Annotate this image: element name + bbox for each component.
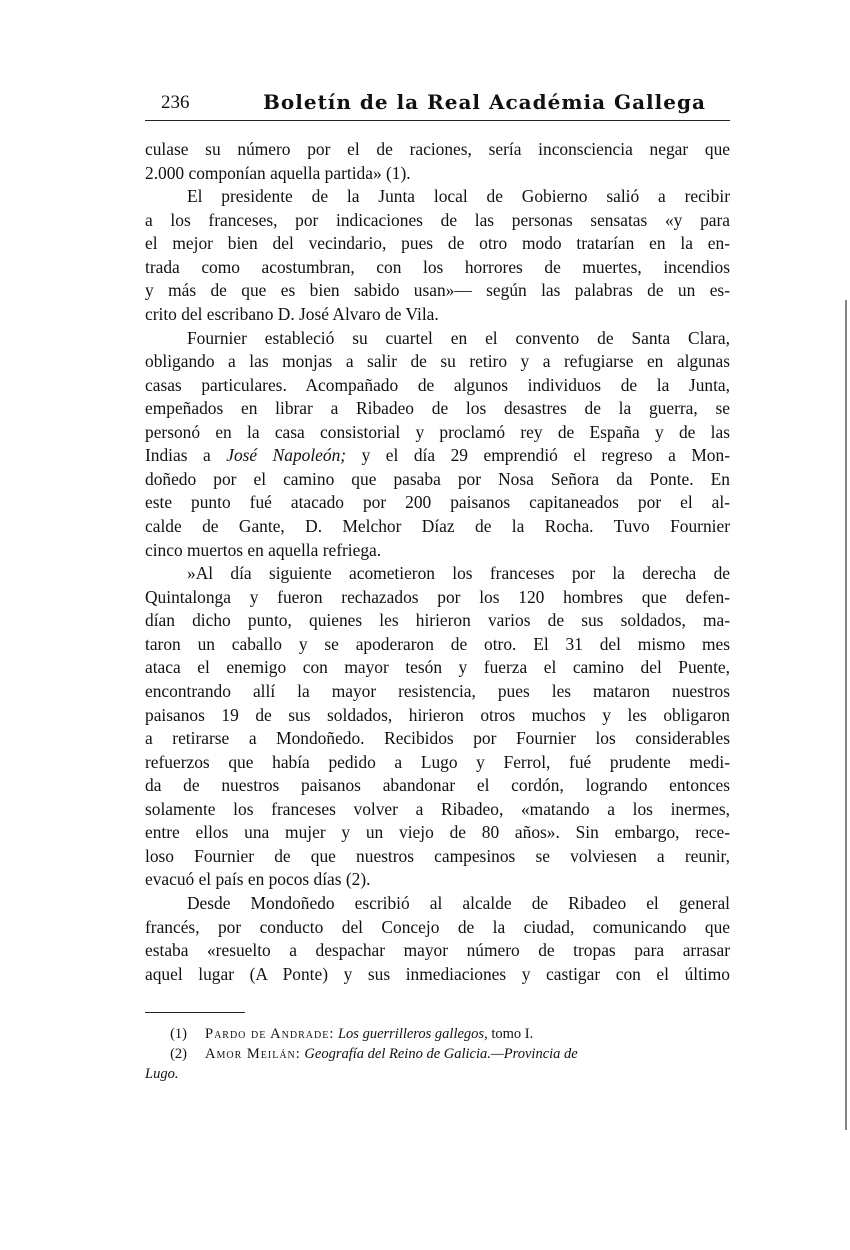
text-line: crito del escribano D. José Alvaro de Vila. [145,303,439,324]
text-line [145,444,730,468]
footnote-continuation: Lugo. [145,1066,179,1082]
paragraph [145,185,730,326]
text-line: taron un caballo y se apoderaron de otro. El 31 del mismo mes [145,633,730,654]
paragraph [145,892,730,986]
text-line: estaba «resuelto a despachar mayor número de tropas para arrasar [145,940,730,961]
footnotes [145,1024,730,1084]
journal-title: Boletín de la Real Académia Gallega [263,90,706,114]
text-line: doñedo por el camino que pasaba por Nosa Señora da Ponte. En [145,468,730,489]
text-line: empeñados en librar a Ribadeo de los desastres de la guerra, se [145,398,730,419]
text-line: francés, por conducto del Concejo de la ciudad, comunicando que [145,916,730,937]
paragraph [145,562,730,892]
text-line: loso Fournier de que nuestros campesinos se volviesen a reunir, [145,845,730,866]
footnote-number: (2) [170,1046,187,1062]
paragraph [145,138,730,185]
text-line: trada como acostumbran, con los horrores de muertes, incendios [145,256,730,277]
text-line: Quintalonga y fueron rechazados por los 120 hombres que defen- [145,586,730,607]
text-line: paisanos 19 de sus soldados, hirieron otros muchos y les obligaron [145,704,730,725]
text-line: aquel lugar (A Ponte) y sus inmediaciones y castigar con el último [145,963,730,984]
text-line: evacuó el país en pocos días (2). [145,869,371,890]
text-line: dían dicho punto, quienes les hirieron varios de sus soldados, ma- [145,610,730,631]
footnote-work: Los guerrilleros gallegos, [337,1026,488,1042]
italic-text: José Napoleón; [226,445,347,466]
text-line: culase su número por el de raciones, sería inconsciencia negar que [145,139,730,159]
text-line: este punto fué atacado por 200 paisanos capitaneados por el al- [145,492,730,513]
text-line: da de nuestros paisanos abandonar el cordón, logrando entonces [145,775,730,796]
footnote-number: (1) [170,1026,187,1042]
paragraph [145,327,730,563]
text-line: Desde Mondoñedo escribió al alcalde de Ribadeo el general [187,893,730,913]
text-line: El presidente de la Junta local de Gobierno salió a recibir [187,186,730,207]
text-line: solamente los franceses volver a Ribadeo, «matando a los inermes, [145,798,730,819]
footnote-author: Amor Meilán: [205,1046,301,1062]
text-line: entre ellos una mujer y un viejo de 80 años». Sin embargo, rece- [145,822,730,843]
footnote [145,1044,730,1064]
text-line: a los franceses, por indicaciones de las personas sensatas «y para [145,209,730,230]
footnote-work: Geografía del Reino de Galicia.—Provincia de [304,1046,578,1062]
scan-edge-artifact [845,300,847,1130]
text-line: casas particulares. Acompañado de algunos individuos de la Junta, [145,374,730,395]
body-text [145,138,730,986]
text-line: y más de que es bien sabido usan»— según las palabras de un es- [145,280,730,301]
text-line: »Al día siguiente acometieron los franceses por la derecha de [187,563,730,584]
footnote-rest: tomo I. [487,1026,534,1042]
page-number: 236 [161,92,190,113]
footnote-author: Pardo de Andrade: [205,1026,335,1042]
text-line: cinco muertos en aquella refriega. [145,539,382,560]
text-line: Fournier estableció su cuartel en el convento de Santa Clara, [187,327,730,348]
text-line: calde de Gante, D. Melchor Díaz de la Rocha. Tuvo Fournier [145,516,730,536]
text-segment: y el día 29 emprendió el regreso a Mon- [346,445,730,466]
footnote-separator [145,1012,245,1013]
text-line: ataca el enemigo con mayor tesón y fuerza el camino del Puente, [145,657,730,678]
text-line: 2.000 componían aquella partida» (1). [145,162,411,183]
text-line: encontrando allí la mayor resistencia, pues les mataron nuestros [145,680,730,701]
footnote [145,1024,730,1044]
text-line: refuerzos que había pedido a Lugo y Ferrol, fué prudente medi- [145,751,730,772]
text-line: obligando a las monjas a salir de su retiro y a refugiarse en algunas [145,351,730,372]
running-header [145,88,730,121]
text-line: a retirarse a Mondoñedo. Recibidos por Fournier los considerables [145,728,730,749]
text-segment: Indias a [145,445,227,466]
text-line: personó en la casa consistorial y proclamó rey de España y de las [145,421,730,442]
text-line: el mejor bien del vecindario, pues de otro modo tratarían en la en- [145,233,730,254]
